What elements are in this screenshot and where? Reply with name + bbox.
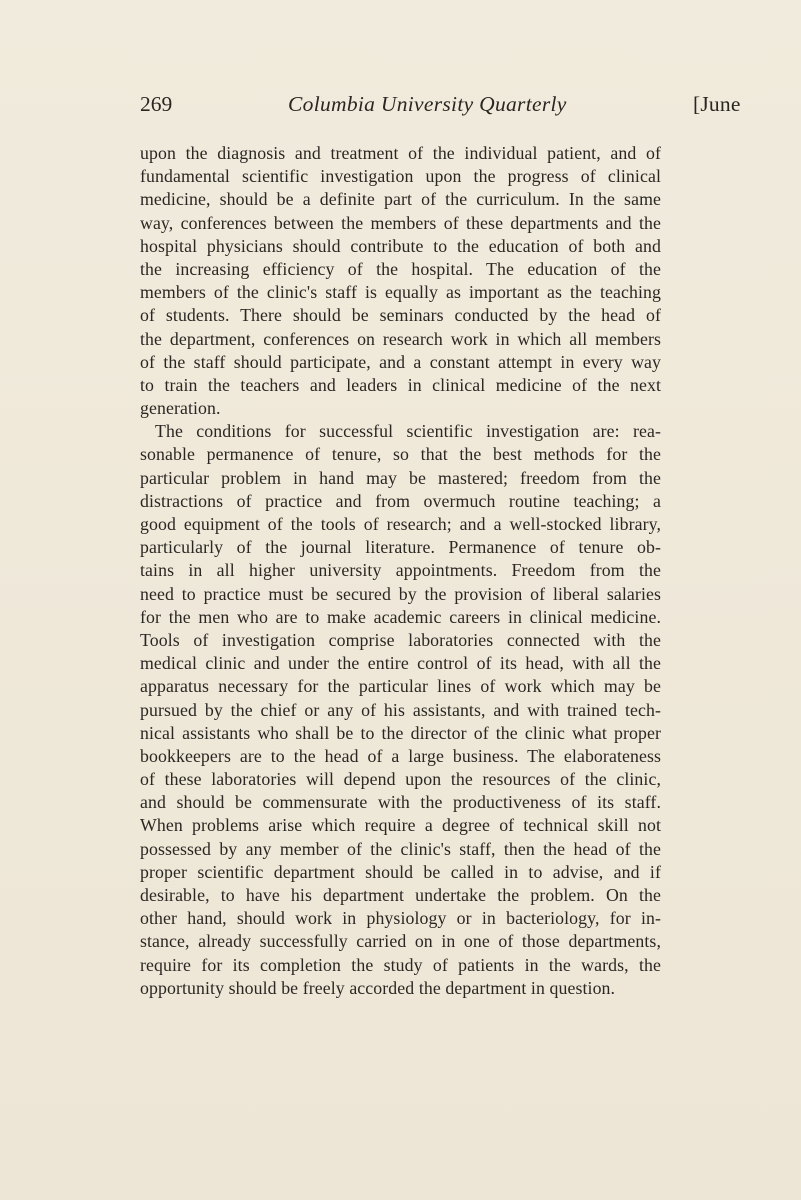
text-line: members of the clinic's staff is equally as important as the teaching — [140, 282, 661, 303]
text-line: desirable, to have his department undertake the problem. On the — [140, 885, 661, 905]
paragraph — [140, 420, 661, 1000]
text-line: pursued by the chief or any of his assistants, and with trained tech- — [140, 699, 661, 720]
text-line: stance, already successfully carried on in one of those departments, — [140, 931, 661, 952]
text-line: tains in all higher university appointments. Freedom from the — [140, 560, 661, 581]
issue-month: [June — [693, 92, 741, 116]
journal-title: Columbia University Quarterly — [288, 92, 567, 116]
text-line: medical clinic and under the entire control of its head, with all the — [140, 653, 661, 674]
text-line: for the men who are to make academic careers in clinical medicine. — [140, 606, 661, 627]
paragraph — [140, 142, 661, 420]
text-line: particularly of the journal literature. Permanence of tenure ob- — [140, 537, 661, 558]
text-line: of the staff should participate, and a constant attempt in every way — [140, 351, 661, 372]
text-line: other hand, should work in physiology or in bacteriology, for in- — [140, 908, 661, 929]
text-line: the increasing efficiency of the hospital. The education of the — [140, 258, 661, 279]
text-line: fundamental scientific investigation upon the progress of clinical — [140, 166, 661, 187]
text-line: upon the diagnosis and treatment of the individual patient, and of — [140, 143, 661, 163]
text-line: and should be commensurate with the productiveness of its staff. — [140, 792, 661, 813]
text-line: apparatus necessary for the particular lines of work which may be — [140, 676, 661, 697]
text-line: opportunity should be freely accorded the department in question. — [140, 977, 616, 998]
text-line: of these laboratories will depend upon the resources of the clinic, — [140, 769, 661, 790]
text-line: generation. — [140, 398, 221, 419]
text-line: of students. There should be seminars conducted by the head of — [140, 305, 661, 326]
running-header — [140, 92, 796, 122]
page-number: 269 — [140, 92, 173, 116]
text-line: medicine, should be a definite part of the curriculum. In the same — [140, 189, 661, 210]
text-line: require for its completion the study of patients in the wards, the — [140, 954, 661, 975]
text-line: The conditions for successful scientific investigation are: rea- — [155, 421, 661, 442]
text-line: to train the teachers and leaders in clinical medicine of the next — [140, 374, 661, 395]
body-text — [140, 142, 661, 1000]
text-line: possessed by any member of the clinic's staff, then the head of the — [140, 838, 661, 859]
text-line: need to practice must be secured by the provision of liberal salaries — [140, 583, 661, 604]
text-line: sonable permanence of tenure, so that the best methods for the — [140, 444, 661, 465]
text-line: way, conferences between the members of these departments and the — [140, 212, 661, 233]
text-line: proper scientific department should be called in to advise, and if — [140, 861, 661, 882]
text-line: bookkeepers are to the head of a large business. The elaborateness — [140, 745, 661, 766]
text-line: good equipment of the tools of research; and a well-stocked library, — [140, 514, 661, 534]
text-line: particular problem in hand may be mastered; freedom from the — [140, 467, 661, 488]
text-line: nical assistants who shall be to the director of the clinic what proper — [140, 722, 661, 743]
text-line: distractions of practice and from overmuch routine teaching; a — [140, 490, 661, 511]
text-line: the department, conferences on research work in which all members — [140, 328, 661, 349]
text-line: When problems arise which require a degree of technical skill not — [140, 815, 661, 836]
text-line: hospital physicians should contribute to the education of both and — [140, 235, 661, 256]
text-line: Tools of investigation comprise laboratories connected with the — [140, 629, 661, 650]
